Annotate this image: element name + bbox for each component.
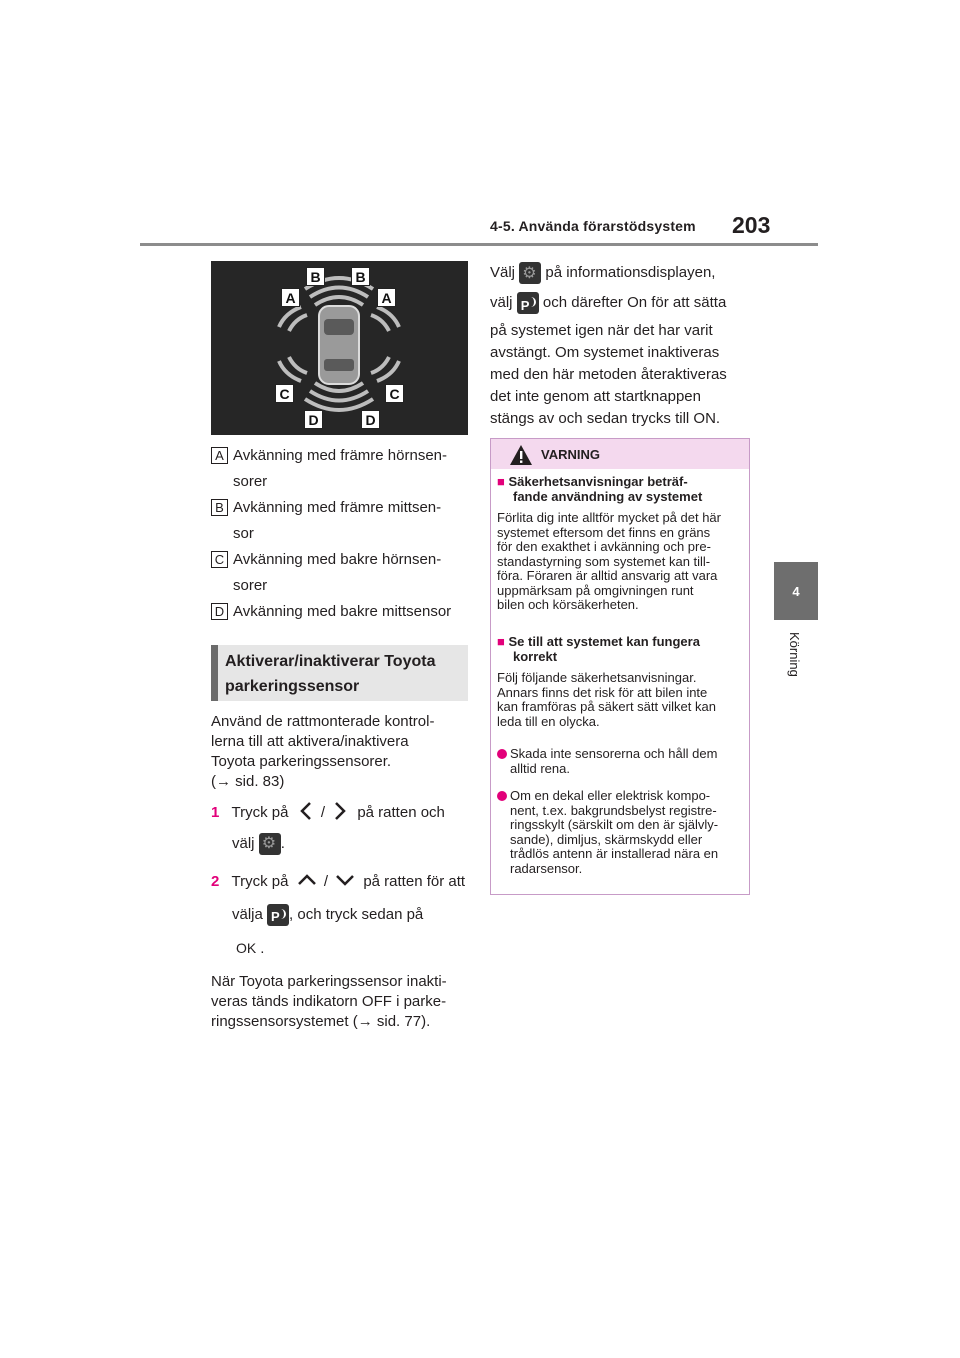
chevron-down-icon	[335, 873, 355, 887]
step-number: 2	[211, 873, 220, 890]
settings-gear-icon	[259, 833, 281, 855]
step-1: 1 Tryck på / på ratten och	[211, 801, 471, 823]
section-title: 4-5. Använda förarstödsystem	[490, 218, 696, 234]
warning-triangle-icon	[509, 444, 533, 466]
legend-key: D	[211, 603, 228, 620]
square-bullet-icon: ■	[497, 474, 505, 489]
section-heading: Aktiverar/inaktiverar Toyota parkeringssensor	[211, 645, 468, 701]
warning-subhead-1: ■ Säkerhetsanvisningar beträf- fande användning av systemet	[497, 474, 703, 504]
legend-key: B	[211, 499, 228, 516]
warning-body-1: Förlita dig inte alltför mycket på det här systemet eftersom det finns en gräns för den exakthet i avkänning och pre- standastyrning som systemet kan till- föra. Föraren är alltid ansvarig att vara uppmärksam på omgivningen runt bilen och körsäkerheten.	[497, 510, 721, 612]
warning-header	[491, 439, 749, 469]
zone-label-d-left: D	[304, 410, 323, 429]
zone-label-a-left: A	[281, 288, 300, 307]
parking-sensor-icon	[267, 904, 289, 926]
legend-key: A	[211, 447, 228, 464]
step-number: 1	[211, 804, 220, 821]
warning-box	[490, 438, 750, 895]
ok-button-icon: OK	[236, 940, 257, 956]
sensor-diagram	[211, 261, 468, 435]
zone-label-b-left: B	[306, 267, 325, 286]
step-1-continued: välj ⚙ .	[232, 833, 285, 855]
zone-label-c-left: C	[275, 384, 294, 403]
step-2-continued: välja P , och tryck sedan på	[232, 904, 423, 926]
chevron-right-icon	[333, 801, 347, 821]
warning-bullet-2: Om en dekal eller elektrisk kompo- nent, t.ex. bakgrundsbelyst registre- ringsskylt (särskilt om den är självly- sande), dimljus, skärmskydd eller trådlös antenn är installerad nära en radarsensor.	[497, 789, 745, 876]
page-number: 203	[732, 212, 771, 238]
round-bullet-icon	[497, 749, 507, 759]
parking-sensor-icon	[517, 292, 539, 314]
intro-paragraph: Använd de rattmonterade kontrol- lerna till att aktivera/inaktivera Toyota parkeringssensorer. (→ sid. 83)	[211, 713, 435, 790]
warning-title: VARNING	[541, 447, 600, 462]
square-bullet-icon: ■	[497, 634, 505, 649]
zone-label-c-right: C	[385, 384, 404, 403]
step-2: 2 Tryck på / på ratten för att	[211, 873, 466, 890]
sensor-zones-illustration	[211, 261, 468, 435]
car-top-view	[319, 306, 359, 384]
chapter-tab	[774, 562, 818, 620]
zone-label-d-right: D	[361, 410, 380, 429]
header-rule	[140, 243, 818, 246]
zone-label-a-right: A	[377, 288, 396, 307]
step-2-ok: OK .	[236, 940, 265, 957]
after-paragraph: När Toyota parkeringssensor inakti- veras tänds indikatorn OFF i parke- ringssensorsystemet (→ sid. 77).	[211, 973, 447, 1030]
legend-key: C	[211, 551, 228, 568]
reactivation-paragraph: Välj ⚙ på informationsdisplayen, välj P och därefter On för att sätta på systemet igen när det har varit avstängt. Om systemet inaktiveras med den här metoden återaktiveras det inte genom att startknappen stängs av och sedan trycks till ON.	[490, 262, 760, 430]
chapter-number: 4	[792, 583, 800, 599]
heading-bar	[211, 645, 218, 701]
warning-body-2: Följ följande säkerhetsanvisningar. Annars finns det risk för att bilen inte kan framföras på säkert sätt vilket kan leda till en olycka.	[497, 670, 716, 729]
warning-bullet-1: Skada inte sensorerna och håll dem alltid rena.	[497, 747, 745, 776]
round-bullet-icon	[497, 791, 507, 801]
warning-subhead-2: ■ Se till att systemet kan fungera korrekt	[497, 634, 700, 664]
chevron-left-icon	[299, 801, 313, 821]
zone-label-b-right: B	[351, 267, 370, 286]
chapter-label: Körning	[787, 632, 802, 677]
chevron-up-icon	[297, 873, 317, 887]
settings-gear-icon	[519, 262, 541, 284]
